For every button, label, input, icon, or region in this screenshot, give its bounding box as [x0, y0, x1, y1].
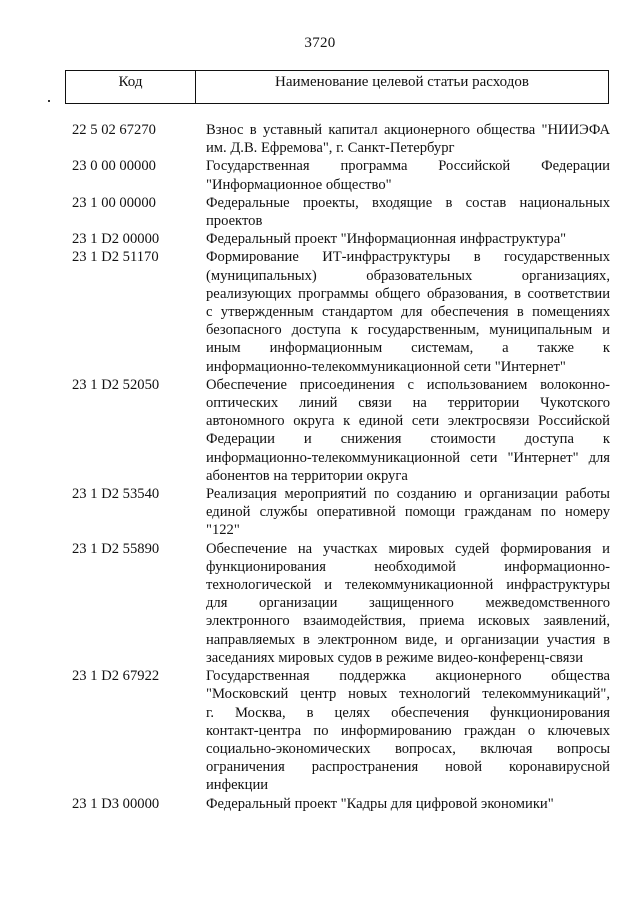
entry-description-line: Реализация мероприятий по созданию и организации работы: [206, 486, 610, 503]
header-code-column: Код: [66, 71, 196, 103]
entry-description-line: абонентов на территории округа: [206, 467, 408, 484]
table-row: [0, 121, 640, 157]
entry-description-line: информационно-телекоммуникационной сети "Интернет": [206, 358, 566, 375]
margin-mark: [48, 100, 50, 102]
entry-description-line: Взнос в уставный капитал акционерного общества "НИИЭФА: [206, 122, 610, 138]
entry-description-line: г. Москва, в целях обеспечения функционирования: [206, 704, 610, 721]
entry-description-line: Обеспечение присоединения с использованием волоконно-: [206, 376, 610, 393]
table-row: [0, 230, 640, 248]
entry-description-line: единой службы оперативной помощи гражданам по номеру: [206, 504, 610, 521]
entry-code: 23 1 D2 53540: [72, 486, 160, 503]
entry-description-line: Федеральные проекты, входящие в состав национальных: [206, 194, 610, 211]
entry-description-line: проектов: [206, 213, 263, 230]
entry-description-line: "122": [206, 522, 240, 539]
entry-description-line: Федерации и снижения стоимости доступа к: [206, 431, 610, 448]
entry-description-line: "Информационное общество": [206, 176, 392, 193]
entry-description-line: социально-экономических вопросах, включая вопросы: [206, 740, 610, 757]
entry-description-line: функционирования необходимой информационно-: [206, 558, 610, 575]
page-number: 3720: [304, 35, 336, 51]
table-header: [65, 70, 609, 104]
entry-description-line: Формирование ИТ-инфраструктуры в государственных: [206, 249, 610, 266]
entry-description-line: "Московский центр новых технологий телекоммуникаций",: [206, 686, 610, 703]
table-row: [0, 194, 640, 230]
table-row: [0, 667, 640, 794]
entry-description: [206, 485, 610, 540]
entry-description-line: (муниципальных) образовательных организациях,: [206, 267, 610, 284]
entry-description: [206, 795, 610, 813]
entries-list: [0, 121, 640, 813]
entry-description: [206, 194, 610, 230]
entry-description-line: реализующих программы общего образования, в соответствии: [206, 285, 610, 302]
entry-description-line: заседаниях мировых судов в режиме видео-конференц-связи: [206, 649, 583, 666]
entry-code: 23 1 D2 51170: [72, 249, 159, 266]
table-row: [0, 376, 640, 485]
entry-description-line: оптических линий связи на территории Чукотского: [206, 395, 610, 412]
header-name-column: Наименование целевой статьи расходов: [275, 74, 529, 90]
entry-description: [206, 540, 610, 667]
entry-description-line: Федеральный проект "Информационная инфраструктура": [206, 231, 567, 248]
entry-description-line: направляемых в электронном виде, и организации участия в: [206, 631, 610, 648]
entry-description-line: Обеспечение на участках мировых судей формирования и: [206, 540, 610, 557]
entry-description: [206, 248, 610, 375]
entry-description-line: информационно-телекоммуникационной сети "Интернет" для: [206, 449, 610, 466]
entry-description-line: электронного взаимодействия, приема исковых заявлений,: [206, 613, 610, 630]
entry-code: 23 1 D3 00000: [72, 795, 160, 812]
entry-description-line: для организации защищенного межведомственного: [206, 595, 610, 612]
table-row: [0, 540, 640, 667]
entry-description-line: им. Д.В. Ефремова", г. Санкт-Петербург: [206, 140, 455, 157]
entry-code: 23 0 00 00000: [72, 158, 156, 175]
entry-description-line: с утвержденным стандартом для обеспечения в помещениях: [206, 304, 610, 321]
entry-description-line: безопасного доступа к государственным, муниципальным и: [206, 322, 610, 339]
entry-description: [206, 376, 610, 485]
entry-description-line: контакт-центра по информированию граждан о ключевых: [206, 722, 610, 739]
entry-description: [206, 157, 610, 193]
entry-description-line: технологической и телекоммуникационной инфраструктуры: [206, 577, 610, 594]
entry-code: 23 1 00 00000: [72, 194, 156, 211]
entry-code: 23 1 D2 00000: [72, 231, 160, 248]
entry-description-line: иным информационным системам, а также к: [206, 340, 610, 357]
entry-description: [206, 667, 610, 794]
entry-description-line: автономного округа к единой сети электросвязи Российской: [206, 413, 610, 430]
entry-code: 23 1 D2 55890: [72, 540, 160, 557]
table-row: [0, 157, 640, 193]
entry-description-line: инфекции: [206, 777, 269, 794]
entry-description-line: ограничения распространения новой коронавирусной: [206, 759, 610, 776]
table-row: [0, 485, 640, 540]
entry-code: 23 1 D2 67922: [72, 668, 160, 685]
table-row: [0, 248, 640, 375]
entry-code: 23 1 D2 52050: [72, 376, 160, 393]
entry-description: [206, 121, 610, 157]
entry-code: 22 5 02 67270: [72, 122, 156, 138]
entry-description-line: Федеральный проект "Кадры для цифровой экономики": [206, 795, 554, 812]
table-row: [0, 795, 640, 813]
entry-description-line: Государственная программа Российской Федерации: [206, 158, 610, 175]
entry-description-line: Государственная поддержка акционерного общества: [206, 668, 610, 685]
entry-description: [206, 230, 610, 248]
